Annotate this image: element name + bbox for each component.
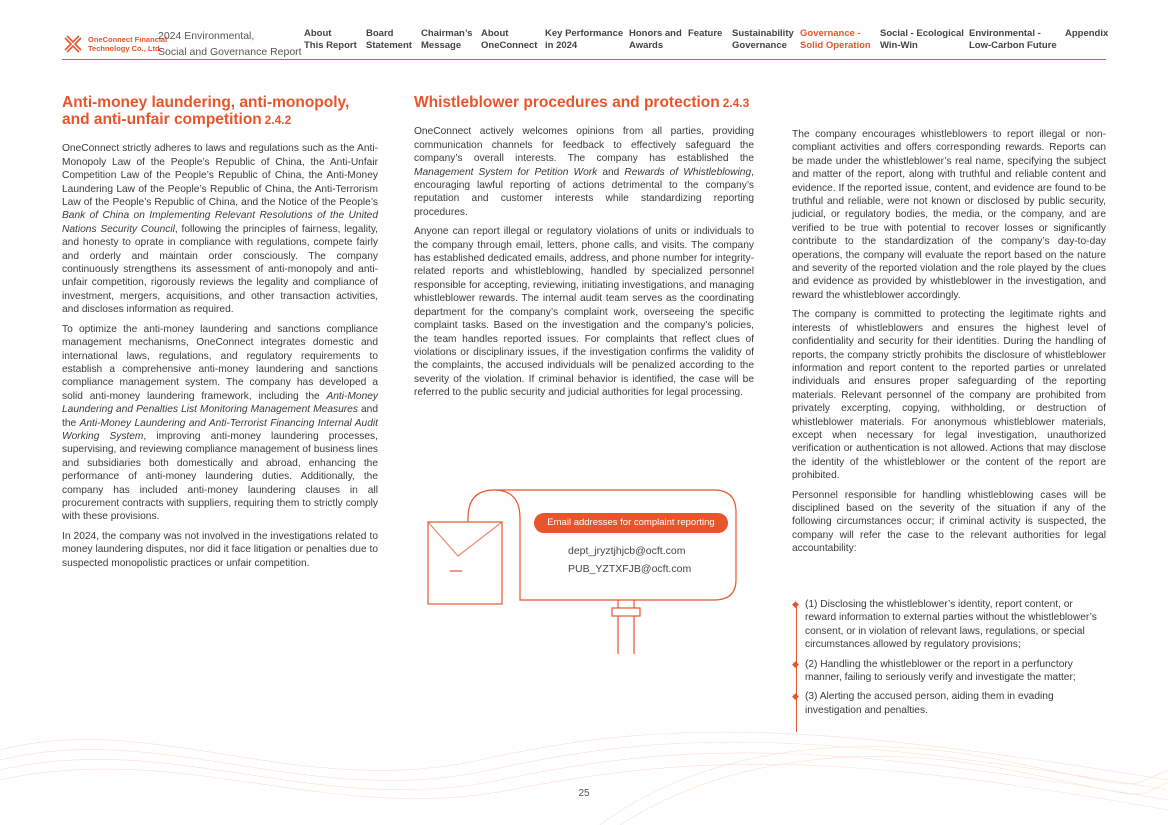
nav-label-1: Board	[366, 28, 394, 39]
nav-chairmans-message[interactable]	[421, 28, 472, 52]
document-title: Management System for Petition Work	[414, 166, 598, 178]
nav-label-2: Solid Operation	[800, 40, 871, 51]
text: OneConnect strictly adheres to laws and regulations such as the Anti-Monopoly Law of the People’s Republic of China, the Anti-Unfair Competition Law of the People’s Republic of China, the Anti-Money Laundering Law of the People’s Republic of China, the Anti-Terrorism Law of the People’s Republic of China, and the Notice of the People’s	[62, 143, 378, 209]
list-item-text: (3) Alerting the accused person, aiding them in evading investigation and penalties.	[805, 691, 1054, 716]
nav-label-1: Appendix	[1065, 28, 1109, 39]
diamond-bullet-icon: ◆	[792, 599, 799, 609]
section-heading	[62, 94, 378, 128]
document-title: Anti-Money Laundering and Penalties List Monitoring Management Measures	[62, 390, 378, 416]
paragraph	[62, 142, 378, 316]
text: To optimize the anti-money laundering and sanctions compliance management mechanisms, OneConnect integrates domestic and international laws, regulations, and regulatory requirements to establish a comprehensive anti-money laundering and sanctions compliance management system. The company has developed a solid anti-money laundering framework, including the	[62, 323, 378, 402]
logo-mark-icon	[62, 33, 84, 55]
text: and	[597, 166, 625, 178]
section-title-line-1: Anti-money laundering, anti-monopoly,	[62, 94, 350, 111]
email-badge: Email addresses for complaint reporting	[534, 513, 728, 533]
nav-label-2: in 2024	[545, 40, 578, 51]
report-title-line-2: Social and Governance Report	[158, 46, 302, 58]
list-item-text: (1) Disclosing the whistleblower’s identity, report content, or reward information to external parties without the whistleblower’s consent, or in violation of relevant laws, regulations, or special circumstances allowed by regulatory provisions;	[805, 599, 1097, 651]
document-title: Bank of China on Implementing Relevant Resolutions of the United Nations Security Council	[62, 210, 378, 235]
nav-feature[interactable]	[688, 28, 722, 40]
logo-text-line-2: Technology Co., Ltd.	[88, 43, 162, 53]
nav-label-2: Win-Win	[880, 40, 918, 51]
page-header	[0, 0, 1168, 62]
company-logo[interactable]	[62, 33, 168, 57]
nav-label-1: Social - Ecological	[880, 28, 964, 39]
nav-label-1: Key Performance	[545, 28, 624, 39]
column-whistleblower	[414, 94, 754, 406]
nav-label-1: Chairman’s	[421, 28, 473, 39]
logo-text-line-1: OneConnect Financial	[88, 35, 168, 44]
list-item-text: (2) Handling the whistleblower or the report in a perfunctory manner, failing to seriously verify and investigate the matter;	[805, 658, 1076, 684]
paragraph: Personnel responsible for handling whistleblowing cases will be disciplined based on the severity of the situation if any of the following circumstances occur; if criminal activity is suspected, the company will refer the case to the relevant authorities for legal accountability:	[792, 489, 1106, 555]
list-item	[792, 598, 1106, 652]
paragraph	[414, 125, 754, 219]
nav-label-1: About	[304, 28, 332, 39]
diamond-bullet-icon: ◆	[792, 658, 799, 669]
section-title-line-2: and anti-unfair competition	[62, 111, 262, 128]
section-title: Whistleblower procedures and protection	[414, 94, 720, 111]
nav-sustainability-governance[interactable]	[732, 28, 794, 52]
list-item	[792, 658, 1106, 685]
section-heading	[414, 94, 754, 111]
email-address-1[interactable]: dept_jryztjhjcb@ocft.com	[568, 545, 686, 557]
nav-label-1: About	[481, 28, 509, 39]
text: OneConnect actively welcomes opinions from all parties, providing communication channels for feedback to effectively safeguard the company’s overall interests. The company has established the	[414, 126, 754, 165]
mailbox-icon	[414, 482, 754, 672]
text: , encouraging lawful reporting of actions detrimental to the company’s reputation and customer interests while standardizing reporting procedures.	[414, 166, 754, 218]
nav-label-2: Governance	[732, 40, 787, 51]
page-number: 25	[578, 788, 590, 799]
nav-about-oneconnect[interactable]	[481, 28, 537, 52]
nav-label-2: This Report	[304, 40, 357, 51]
nav-about-this-report[interactable]	[304, 28, 357, 52]
nav-environmental[interactable]	[969, 28, 1057, 52]
column-whistleblower-protection	[792, 128, 1106, 562]
nav-label-1: Governance -	[800, 28, 861, 39]
nav-label-1: Environmental -	[969, 28, 1041, 39]
nav-label-1: Sustainability	[732, 28, 794, 39]
nav-key-performance[interactable]	[545, 28, 623, 52]
report-title-line-1: 2024 Environmental,	[158, 30, 255, 42]
email-address-2[interactable]: PUB_YZTXFJB@ocft.com	[568, 563, 692, 575]
column-anti-money-laundering	[62, 94, 378, 576]
text: , following the principles of fairness, legality, and honesty to oprate in compliance with regulations, compete fairly and orderly and maintain order consciously. The company continuously strengthens its assessment of anti-monopoly and anti-unfair competition, rigorously reviews the legality and compliance of investment, mergers, acquisitions, and other transaction activities, and discloses information as required.	[62, 223, 378, 316]
section-number: 2.4.2	[264, 113, 292, 127]
document-title: Anti-Money Laundering and Anti-Terrorist Financing Internal Audit Working System	[62, 417, 378, 442]
document-title: Rewards of Whistleblowing	[624, 166, 752, 178]
header-divider	[62, 59, 1106, 60]
nav-board-statement[interactable]	[366, 28, 412, 52]
paragraph: In 2024, the company was not involved in the investigations related to money laundering disputes, nor did it face litigation or penalties due to suspected monopolistic practices or unfair competition.	[62, 530, 378, 569]
nav-governance-solid-operation[interactable]	[800, 28, 871, 52]
nav-label-1: Feature	[688, 28, 723, 39]
logo-text	[88, 36, 167, 53]
text: , improving anti-money laundering processes, supervising, and reviewing compliance management of business lines and subsidiaries both domestically and abroad, enhancing the performance of anti-money laundering duties. Additionally, the company has included anti-money laundering clauses in all procurement contracts with suppliers, requiring them to strictly comply with these provisions.	[62, 430, 378, 523]
nav-label-2: Statement	[366, 40, 412, 51]
decorative-waves	[0, 690, 1168, 825]
section-number: 2.4.3	[722, 96, 750, 110]
paragraph: The company encourages whistleblowers to report illegal or non-compliant activities and offers corresponding rewards. Reports can be made under the whistleblower’s real name, specifying the subject and matter of the report, along with truthful and reliable content and evidence. If the reported issue, content, and evidence are found to be truthful and reliable, were not known or disclosed by public security, judicial, or regulatory bodies, the media, or the company, and are verified to be true with potential to recover losses or significantly contribute to the standardization of the company’s day-to-day operations, the company will evaluate the report based on the nature and severity of the reported violation and the role played by the clues and evidence as provided by whistleblower in the investigation, and reward the whistleblower accordingly.	[792, 129, 1106, 301]
email-illustration	[414, 482, 754, 672]
paragraph	[62, 323, 378, 524]
nav-honors-awards[interactable]	[629, 28, 682, 52]
nav-appendix[interactable]	[1065, 28, 1108, 40]
nav-label-2: Awards	[629, 40, 664, 51]
nav-label-2: OneConnect	[481, 40, 538, 51]
nav-social-ecological[interactable]	[880, 28, 964, 52]
nav-label-2: Low-Carbon Future	[969, 40, 1057, 51]
nav-label-2: Message	[421, 40, 462, 51]
paragraph: Anyone can report illegal or regulatory violations of units or individuals to the company through email, letters, phone calls, and visits. The company has established dedicated emails, address, and phone number for integrity-related reports and whistleblowing, handled by specialized personnel responsible for accepting, reviewing, initiating investigations, and managing whistleblower rewards. The internal audit team serves as the coordinating department for the company’s complaint work, overseeing the specific complaint tasks. Based on the investigation and the company’s policies, the team handles reported issues. For complaints that reflect clues of violations or disciplinary issues, if the investigation confirms the validity of the complaints, the accused individuals will be penalized according to the severity of the violation. If criminal behavior is identified, the case will be referred to the public security and judicial authorities for legal processing.	[414, 226, 754, 399]
diamond-bullet-icon: ◆	[792, 691, 799, 702]
report-title	[158, 28, 302, 60]
text: and the	[62, 404, 379, 429]
paragraph: The company is committed to protecting the legitimate rights and interests of whistleblowers and ensures the highest level of confidentiality and security for their identities. During the handling of reports, the company strictly prohibits the disclosure of whistleblower information and report content to the reported parties or unrelated individuals and ensures proper safeguarding of the reporting materials. Relevant personnel of the company are prohibited from privately excerpting, copying, withholding, or destruction of whistleblower materials. For anonymous whistleblower materials, except when necessary for legal investigation, unauthorized verification or authentication is not allowed. Actions that may disclose the identity of the whistleblower or the content of the report are prohibited.	[792, 309, 1106, 482]
nav-label-1: Honors and	[629, 28, 682, 39]
